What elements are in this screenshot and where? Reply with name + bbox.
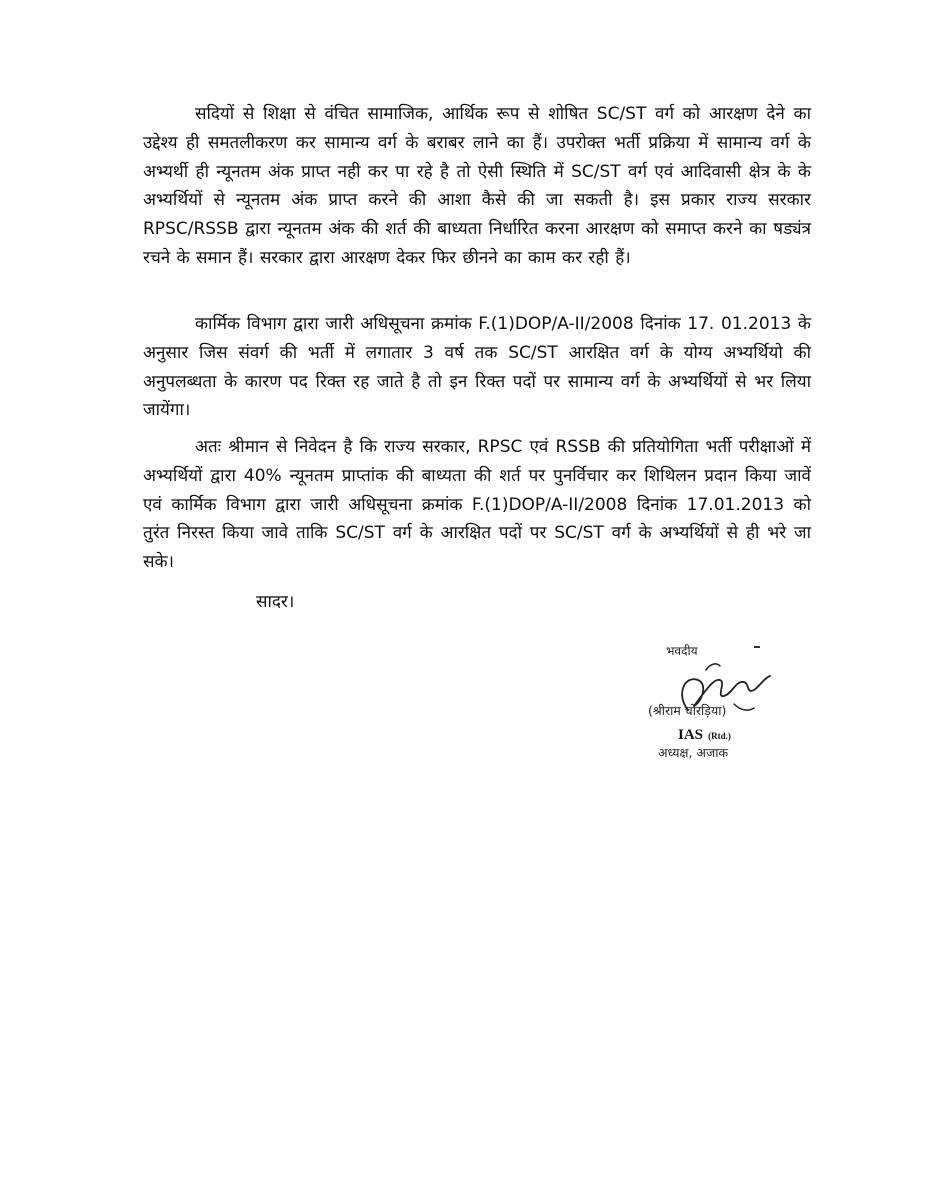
signature-mark bbox=[754, 646, 760, 648]
signatory-designation: अध्यक्ष, अजाक bbox=[658, 745, 729, 760]
body-paragraph-1: सदियों से शिक्षा से वंचित सामाजिक, आर्थिक रूप से शोषित SC/ST वर्ग को आरक्षण देने का उद्देश्य ही समतलीकरण कर सामान्य वर्ग के बराबर लाने का हैं। उपरोक्त भर्ती प्रक्रिया में सामान्य वर्ग के अभ्यर्थी ही न्यूनतम अंक प्राप्त नही कर पा रहे है तो ऐसी स्थिति में SC/ST वर्ग एवं आदिवासी क्षेत्र के के अभ्यर्थियों से न्यूनतम अंक प्राप्त करने की आशा कैसे की जा सकती है। इस प्रकार राज्य सरकार RPSC/RSSB द्वारा न्यूनतम अंक की शर्त की बाध्यता निर्धारित करना आरक्षण को समाप्त करने का षड्यंत्र रचने के समान हैं। सरकार द्वारा आरक्षण देकर फिर छीनने का काम कर रही हैं। bbox=[143, 104, 811, 268]
signature-block bbox=[636, 640, 786, 770]
signatory-title-main: IAS bbox=[678, 727, 704, 743]
body-paragraph-3: अतः श्रीमान से निवेदन है कि राज्य सरकार, RPSC एवं RSSB की प्रतियोगिता भर्ती परीक्षाओं में अभ्यर्थियों द्वारा 40% न्यूनतम प्राप्तांक की बाध्यता की शर्त पर पुनर्विचार कर शिथिलन प्रदान किया जावें एवं कार्मिक विभाग द्वारा जारी अधिसूचना क्रमांक F.(1)DOP/A-II/2008 दिनांक 17.01.2013 को तुरंत निरस्त किया जावे ताकि SC/ST वर्ग के आरक्षित पदों पर SC/ST वर्ग के अभ्यर्थियों से ही भरे जा सके। bbox=[143, 437, 811, 573]
signature-closing: भवदीय bbox=[666, 644, 698, 658]
sign-off: सादर। bbox=[256, 592, 295, 612]
signatory-name: (श्रीराम चोरड़िया) bbox=[648, 703, 727, 718]
signatory-title-suffix: (Rtd.) bbox=[708, 731, 731, 741]
signatory-title bbox=[678, 724, 731, 744]
body-paragraph-2: कार्मिक विभाग द्वारा जारी अधिसूचना क्रमांक F.(1)DOP/A-II/2008 दिनांक 17. 01.2013 के अनुसार जिस संवर्ग की भर्ती में लगातार 3 वर्ष तक SC/ST आरक्षित वर्ग के योग्य अभ्यर्थियो की अनुपलब्धता के कारण पद रिक्त रह जाते है तो इन रिक्त पदों पर सामान्य वर्ग के अभ्यर्थियों से भर लिया जायेंगा। bbox=[143, 314, 811, 421]
